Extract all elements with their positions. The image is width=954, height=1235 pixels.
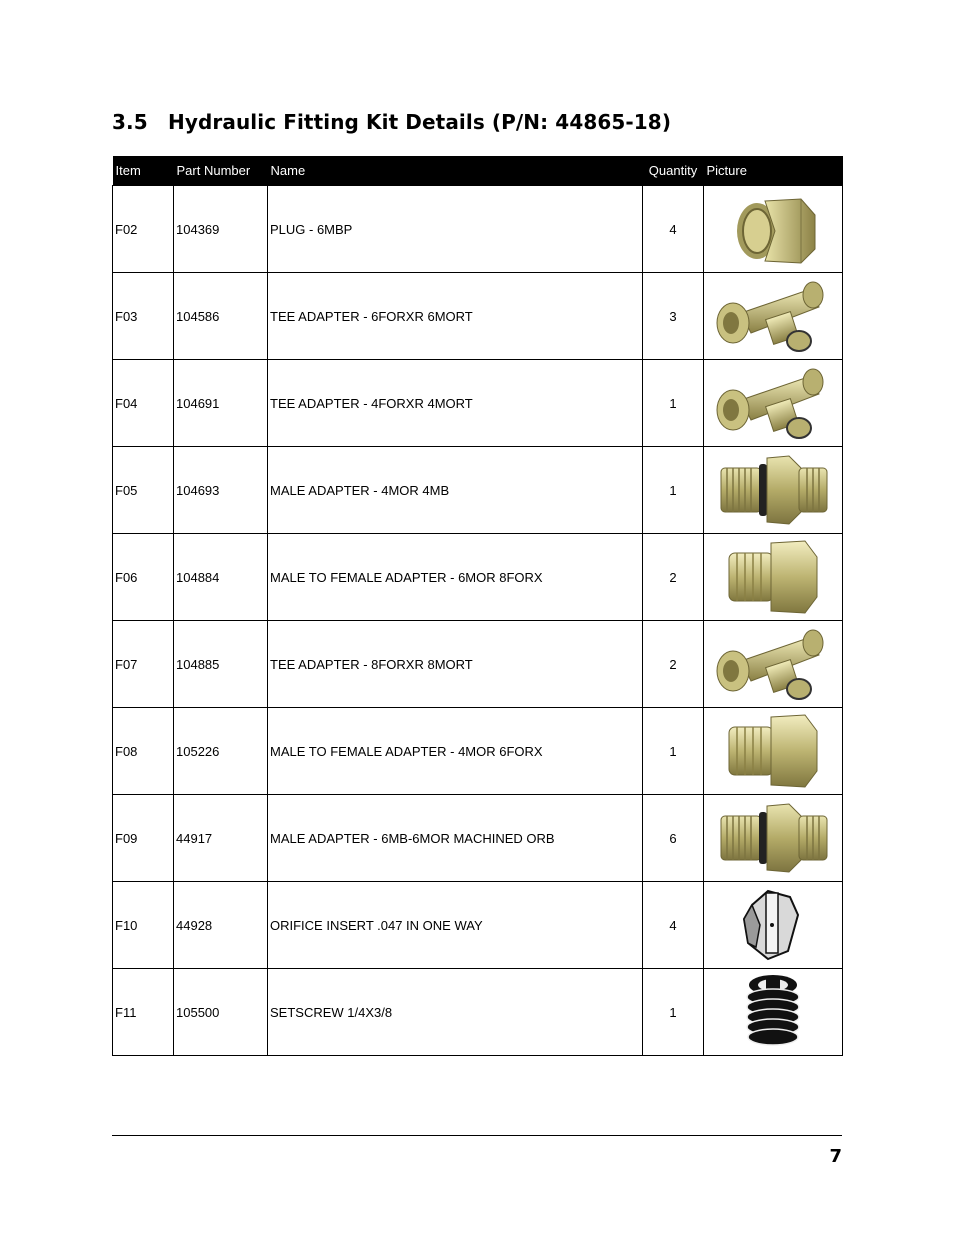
footer-rule xyxy=(112,1135,842,1136)
picture-cell xyxy=(704,708,843,795)
picture-cell xyxy=(704,447,843,534)
table-row xyxy=(113,273,843,360)
table-row xyxy=(113,186,843,273)
table-header-row xyxy=(113,156,843,186)
item-cell: F10 xyxy=(113,882,174,969)
picture-cell xyxy=(704,969,843,1056)
name-cell: MALE TO FEMALE ADAPTER - 6MOR 8FORX xyxy=(268,534,643,621)
table-row xyxy=(113,534,843,621)
male-female-adapter-icon xyxy=(704,713,842,789)
table-row xyxy=(113,882,843,969)
part-number-cell: 105226 xyxy=(174,708,268,795)
table-row xyxy=(113,360,843,447)
section-title: Hydraulic Fitting Kit Details (P/N: 44865-18) xyxy=(168,110,672,134)
item-cell: F07 xyxy=(113,621,174,708)
part-number-cell: 44917 xyxy=(174,795,268,882)
quantity-cell: 1 xyxy=(643,969,704,1056)
quantity-cell: 1 xyxy=(643,708,704,795)
part-number-cell: 104369 xyxy=(174,186,268,273)
quantity-cell: 3 xyxy=(643,273,704,360)
part-number-cell: 104586 xyxy=(174,273,268,360)
header-quantity: Quantity xyxy=(643,156,704,186)
picture-cell xyxy=(704,795,843,882)
quantity-cell: 1 xyxy=(643,360,704,447)
quantity-cell: 2 xyxy=(643,621,704,708)
setscrew-icon xyxy=(704,971,842,1053)
quantity-cell: 4 xyxy=(643,882,704,969)
quantity-cell: 4 xyxy=(643,186,704,273)
name-cell: TEE ADAPTER - 4FORXR 4MORT xyxy=(268,360,643,447)
name-cell: TEE ADAPTER - 8FORXR 8MORT xyxy=(268,621,643,708)
item-cell: F05 xyxy=(113,447,174,534)
table-row xyxy=(113,621,843,708)
item-cell: F11 xyxy=(113,969,174,1056)
male-adapter-icon xyxy=(704,802,842,874)
parts-table xyxy=(112,156,843,1056)
item-cell: F06 xyxy=(113,534,174,621)
name-cell: MALE ADAPTER - 4MOR 4MB xyxy=(268,447,643,534)
male-adapter-icon xyxy=(704,454,842,526)
picture-cell xyxy=(704,360,843,447)
table-row xyxy=(113,795,843,882)
part-number-cell: 104884 xyxy=(174,534,268,621)
page-number: 7 xyxy=(829,1146,842,1167)
quantity-cell: 1 xyxy=(643,447,704,534)
orifice-insert-icon xyxy=(704,885,842,965)
item-cell: F08 xyxy=(113,708,174,795)
tee-adapter-icon xyxy=(704,623,842,705)
picture-cell xyxy=(704,534,843,621)
header-item: Item xyxy=(113,156,174,186)
picture-cell xyxy=(704,273,843,360)
part-number-cell: 105500 xyxy=(174,969,268,1056)
part-number-cell: 104693 xyxy=(174,447,268,534)
name-cell: SETSCREW 1/4X3/8 xyxy=(268,969,643,1056)
name-cell: TEE ADAPTER - 6FORXR 6MORT xyxy=(268,273,643,360)
item-cell: F09 xyxy=(113,795,174,882)
section-heading xyxy=(112,110,671,134)
picture-cell xyxy=(704,621,843,708)
table-row xyxy=(113,969,843,1056)
header-name: Name xyxy=(268,156,643,186)
plug-fitting-icon xyxy=(704,189,842,269)
picture-cell xyxy=(704,186,843,273)
part-number-cell: 44928 xyxy=(174,882,268,969)
item-cell: F04 xyxy=(113,360,174,447)
tee-adapter-icon xyxy=(704,275,842,357)
quantity-cell: 6 xyxy=(643,795,704,882)
table-row xyxy=(113,708,843,795)
part-number-cell: 104885 xyxy=(174,621,268,708)
section-number: 3.5 xyxy=(112,110,148,134)
name-cell: ORIFICE INSERT .047 IN ONE WAY xyxy=(268,882,643,969)
part-number-cell: 104691 xyxy=(174,360,268,447)
tee-adapter-icon xyxy=(704,362,842,444)
quantity-cell: 2 xyxy=(643,534,704,621)
name-cell: PLUG - 6MBP xyxy=(268,186,643,273)
name-cell: MALE TO FEMALE ADAPTER - 4MOR 6FORX xyxy=(268,708,643,795)
picture-cell xyxy=(704,882,843,969)
name-cell: MALE ADAPTER - 6MB-6MOR MACHINED ORB xyxy=(268,795,643,882)
male-female-adapter-icon xyxy=(704,539,842,615)
item-cell: F02 xyxy=(113,186,174,273)
table-row xyxy=(113,447,843,534)
header-picture: Picture xyxy=(704,156,843,186)
item-cell: F03 xyxy=(113,273,174,360)
header-part-number: Part Number xyxy=(174,156,268,186)
